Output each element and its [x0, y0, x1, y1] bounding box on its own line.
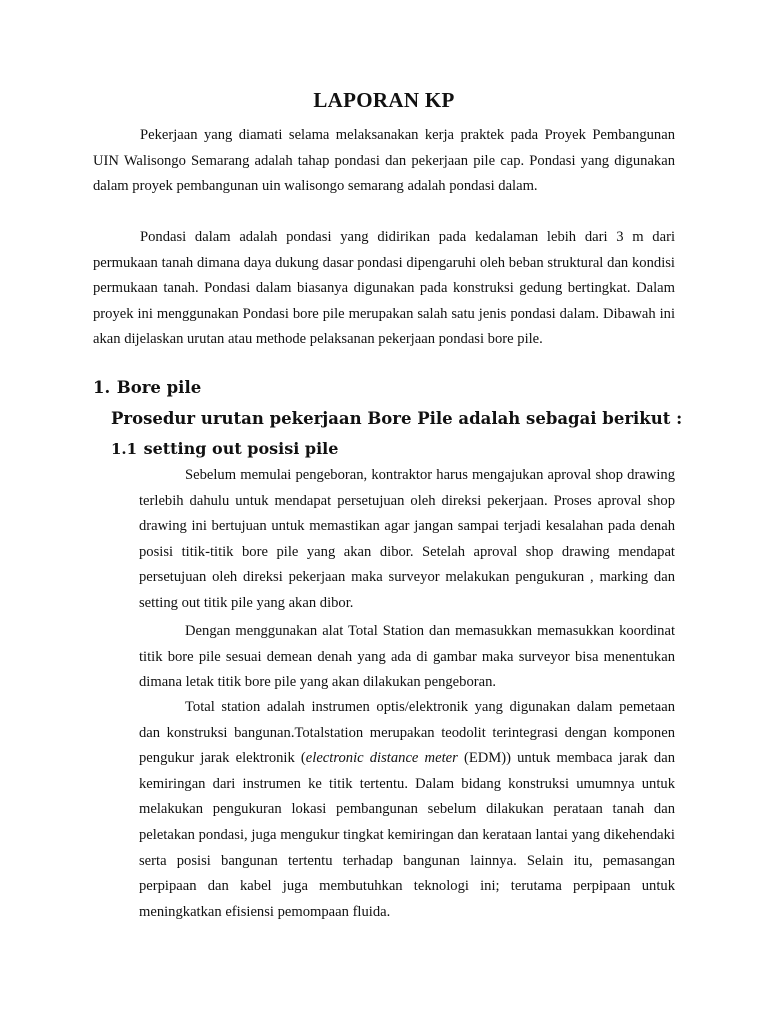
intro-paragraph-1: Pekerjaan yang diamati selama melaksanakan kerja praktek pada Proyek Pembangunan UIN Walisongo Semarang adalah tahap pondasi dan pekerjaan pile cap. Pondasi yang digunakan dalam proyek pembangunan uin walisongo semarang adalah pondasi dalam.: [93, 127, 675, 195]
subsection-number: 1.1: [111, 440, 138, 458]
paragraph-3-text-start: Total station adalah instrumen optis/elektronik yang digunakan dalam pemetaan dan konstruksi bangunan.Totalstation merupakan teodolit terintegrasi dengan komponen pengukur jarak elektronik (: [139, 699, 675, 767]
intro-paragraph-block-2: [93, 225, 675, 353]
intro-paragraph-2: Pondasi dalam adalah pondasi yang didirikan pada kedalaman lebih dari 3 m dari permukaan tanah dimana daya dukung dasar pondasi dipengaruhi oleh beban struktural dan kondisi permukaan tanah. Pondasi dalam biasanya digunakan pada konstruksi gedung bertingkat. Dalam proyek ini menggunakan Pondasi bore pile merupakan salah satu jenis pondasi dalam. Dibawah ini akan dijelaskan urutan atau methode pelaksanan pekerjaan pondasi bore pile.: [93, 229, 675, 348]
subsection-paragraph-2: Dengan menggunakan alat Total Station dan memasukkan memasukkan koordinat titik bore pile sesuai demean denah yang ada di gambar maka surveyor bisa menentukan dimana letak titik bore pile yang akan dilakukan pengeboran.: [139, 623, 675, 691]
subsection-paragraph-1: Sebelum memulai pengeboran, kontraktor harus mengajukan aproval shop drawing terlebih dahulu untuk mendapat persetujuan oleh direksi pekerjaan. Proses aproval shop drawing ini bertujuan untuk memastikan agar jangan sampai terjadi kesalahan pada denah posisi titik-titik bore pile yang akan dibor. Setelah aproval shop drawing mendapat persetujuan oleh direksi pekerjaan maka surveyor melakukan pengukuran , marking dan setting out titik pile yang akan dibor.: [139, 467, 675, 611]
paragraph-3-italic-term: electronic distance meter: [305, 750, 458, 767]
section-title: Bore pile: [116, 378, 202, 397]
subsection-paragraph-block-3: [139, 695, 675, 925]
intro-paragraph-block: [93, 123, 675, 200]
subsection-paragraph-3: [139, 695, 675, 925]
subsection-paragraph-block-2: [139, 619, 675, 696]
subsection-heading-setting-out: [111, 439, 338, 458]
subsection-title: setting out posisi pile: [143, 439, 339, 458]
subsection-paragraph-block-1: [139, 463, 675, 617]
section-number: 1.: [93, 378, 111, 397]
procedure-heading: Prosedur urutan pekerjaan Bore Pile adalah sebagai berikut :: [111, 409, 683, 428]
section-heading-bore-pile: [93, 378, 201, 397]
page-title: LAPORAN KP: [313, 88, 455, 112]
paragraph-3-text-end: (EDM)) untuk membaca jarak dan kemiringan dari instrumen ke titik tertentu. Dalam bidang konstruksi umumnya untuk melakukan pengukuran lokasi pembangunan sebelum dilakukan perataan tanah dan peletakan pondasi, juga mengukur tingkat kemiringan dan kerataan lantai yang dikehendaki serta posisi bangunan tertentu terhadap bangunan lainnya. Selain itu, pemasangan perpipaan dan kabel juga membutuhkan teknologi ini; terutama perpipaan untuk meningkatkan efisiensi pemompaan fluida.: [139, 750, 675, 920]
